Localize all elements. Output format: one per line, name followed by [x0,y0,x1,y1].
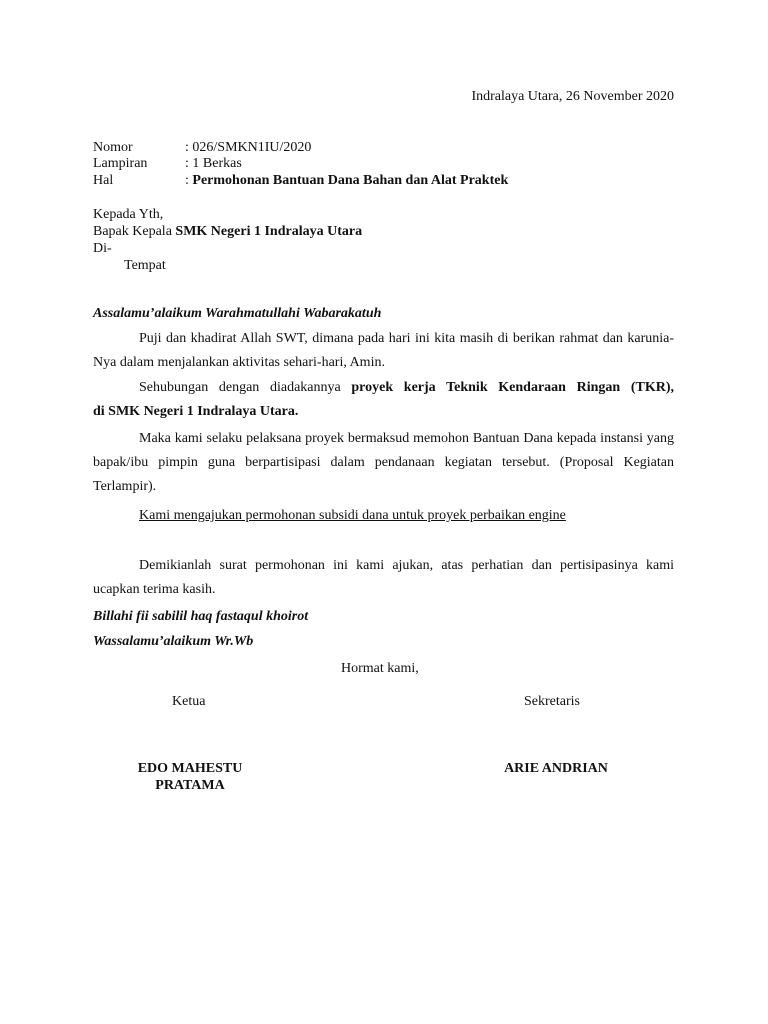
body-paragraph-3: Maka kami selaku pelaksana proyek bermaksud memohon Bantuan Dana kepada instansi yang bapak/ibu pimpin guna berpartisipasi dalam pendanaan kegiatan tersebut. (Proposal Kegiatan Terlampir). [93,431,674,494]
regards: Hormat kami, [341,661,419,676]
salam-open: Assalamu’alaikum Warahmatullahi Wabarakatuh [93,306,382,321]
body-paragraph-1: Puji dan khadirat Allah SWT, dimana pada hari ini kita masih di berikan rahmat dan karunia-Nya dalam menjalankan aktivitas sehari-hari, Amin. [93,331,674,370]
body-paragraph-2 [93,376,674,424]
meta-label: Hal [93,173,114,188]
recipient-line4: Tempat [124,258,166,273]
recipient-line2: Bapak Kepala SMK Negeri 1 Indralaya Utara [93,224,363,239]
place-date: Indralaya Utara, 26 November 2020 [471,89,674,104]
recipient-school: SMK Negeri 1 Indralaya Utara [175,224,363,239]
body-paragraph-4: Kami mengajukan permohonan subsidi dana untuk proyek perbaikan engine [139,508,566,523]
meta-label: Nomor [93,140,133,155]
salam-close: Wassalamu’alaikum Wr.Wb [93,634,254,649]
body-paragraph-2-line2: di SMK Negeri 1 Indralaya Utara. [93,404,299,419]
meta-label: Lampiran [93,156,148,171]
meta-value: : 1 Berkas [185,156,242,171]
left-name-line2: PRATAMA [155,778,225,793]
left-signatory-name [110,760,270,794]
body-paragraph-5: Demikianlah surat permohonan ini kami ajukan, atas perhatian dan pertisipasinya kami ucapkan terima kasih. [93,558,674,597]
right-role: Sekretaris [524,694,580,709]
left-role: Ketua [172,694,206,709]
recipient-line1: Kepada Yth, [93,207,164,222]
recipient-line3: Di- [93,241,112,256]
body-paragraph-2-line1: Sehubungan dengan diadakannya proyek kerja Teknik Kendaraan Ringan (TKR), [139,380,675,395]
closing-doa: Billahi fii sabilil haq fastaqul khoirot [93,609,309,624]
left-name-line1: EDO MAHESTU [137,761,243,776]
meta-value: : Permohonan Bantuan Dana Bahan dan Alat Praktek [185,173,509,188]
right-signatory-name: ARIE ANDRIAN [504,761,608,776]
meta-value: : 026/SMKN1IU/2020 [185,140,312,155]
